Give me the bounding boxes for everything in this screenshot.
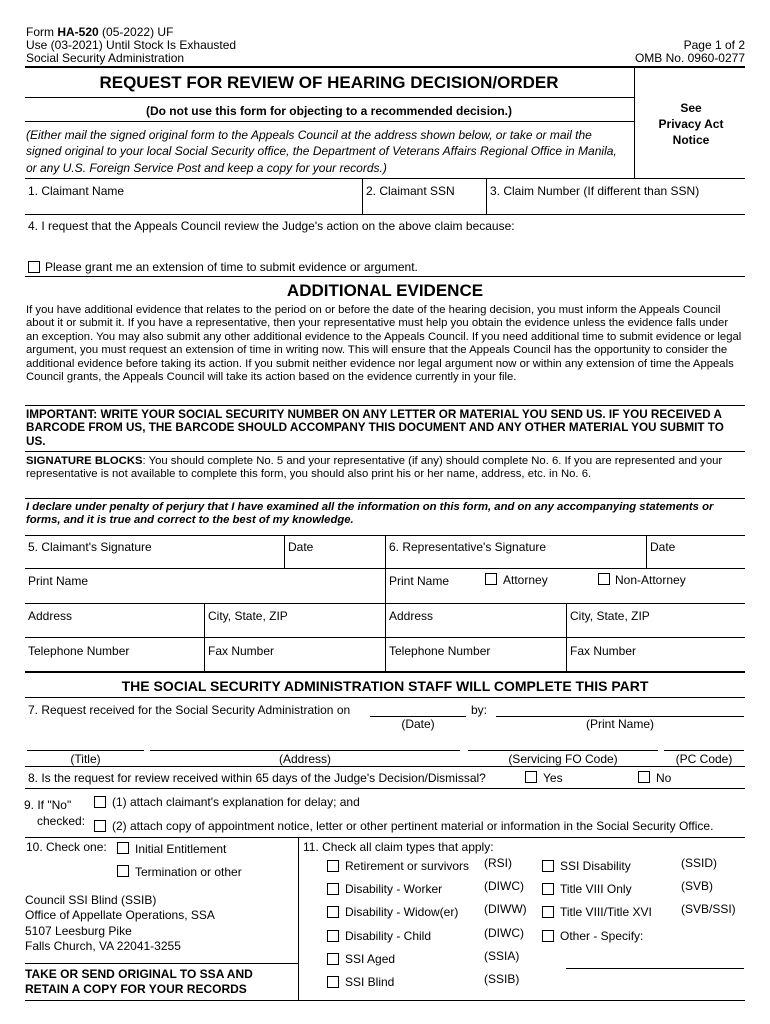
q8-label: 8. Is the request for review received within 65 days of the Judge's Decision/Dismissal? — [28, 771, 486, 785]
claimant-fax-label: Fax Number — [208, 644, 275, 658]
claim-type-label: Disability - Worker — [345, 882, 443, 896]
rep-print-name-label: Print Name — [389, 574, 450, 588]
form-title: REQUEST FOR REVIEW OF HEARING DECISION/ORDER — [99, 73, 559, 92]
claimant-ssn-label: 2. Claimant SSN — [366, 184, 455, 198]
initial-entitlement-label: Initial Entitlement — [135, 842, 227, 856]
claim-type-code: (SVB/SSI) — [681, 902, 736, 916]
by-label: by: — [471, 703, 488, 717]
claim-type-label: Title VIII/Title XVI — [560, 905, 652, 919]
use-until-line: Use (03-2021) Until Stock Is Exhausted — [26, 38, 237, 52]
rep-address-label: Address — [389, 609, 434, 623]
q9-checked-label: checked: — [37, 814, 86, 828]
q8-yes-checkbox[interactable] — [525, 771, 537, 783]
q9-explanation-checkbox[interactable] — [94, 796, 106, 808]
termination-label: Termination or other — [135, 865, 242, 879]
perjury-declaration: I declare under penalty of perjury that I have examined all the information on this form, and on any accompanying statements or forms, and it is true and correct to the best of my knowledge. — [26, 501, 714, 527]
claim-type-code: (DIWC) — [484, 926, 524, 940]
print-name-caption: (Print Name) — [585, 717, 654, 731]
claim-type-rsi-checkbox[interactable] — [327, 860, 339, 872]
additional-evidence-text: If you have additional evidence that relates to the period on or before the date of the hearing decision, you must inform the Appeals Council about it or submit it. If you have a representative, then your representative must help you obtain the evidence unless the evidence falls under an exception. You may also submit any other additional evidence to the Appeals Council. If you need additional time to submit evidence or legal argument, you must request an extension of time in writing now. This will ensure that the Appeals Council has the opportunity to consider the additional evidence before taking its action. If you submit neither evidence nor legal argument now or within any extension of time the Appeals Council grants, the Appeals Council will take its action based on the evidence currently in your file. — [26, 304, 742, 384]
non-attorney-label: Non-Attorney — [615, 573, 686, 587]
title-line[interactable] — [27, 750, 144, 751]
date-caption: (Date) — [401, 717, 435, 731]
claim-type-label: Title VIII Only — [560, 882, 632, 896]
pc-code-caption: (PC Code) — [675, 752, 733, 766]
q8-no-label: No — [656, 771, 672, 785]
claim-type-diwc-checkbox[interactable] — [327, 883, 339, 895]
header-divider — [25, 66, 745, 68]
subtitle: (Do not use this form for objecting to a recommended decision.) — [145, 104, 513, 118]
claim-type-ssib-checkbox[interactable] — [327, 976, 339, 988]
claim-type-diww-checkbox[interactable] — [327, 906, 339, 918]
claim-type-code: (DIWW) — [484, 902, 527, 916]
claim-number-label: 3. Claim Number (If different than SSN) — [490, 184, 700, 198]
claim-type-label: Retirement or survivors — [345, 859, 470, 873]
q9-attach-label: (2) attach copy of appointment notice, letter or other pertinent material or information in the Social Security Office. — [112, 819, 714, 833]
form-number-line: Form HA-520 (05-2022) UF — [26, 25, 174, 39]
q11-label: 11. Check all claim types that apply: — [303, 840, 494, 854]
claim-type-ssia-checkbox[interactable] — [327, 953, 339, 965]
claim-type-svb-ssi-checkbox[interactable] — [542, 906, 554, 918]
extension-label: Please grant me an extension of time to submit evidence or argument. — [45, 260, 418, 274]
privacy-divider — [634, 67, 635, 178]
q9-label: 9. If "No" — [24, 798, 72, 812]
other-specify-line[interactable] — [566, 968, 744, 969]
initial-entitlement-checkbox[interactable] — [117, 842, 129, 854]
claim-type-svb-checkbox[interactable] — [542, 883, 554, 895]
pc-code-line[interactable] — [664, 750, 744, 751]
fo-code-caption: (Servicing FO Code) — [508, 752, 618, 766]
page-number: Page 1 of 2 — [683, 38, 745, 52]
privacy-act-notice[interactable]: See Privacy Act Notice — [658, 101, 724, 147]
request-review-label: 4. I request that the Appeals Council review the Judge's action on the above claim because: — [28, 219, 515, 233]
claim-type-code: (SSIA) — [484, 949, 520, 963]
extension-checkbox[interactable] — [28, 261, 40, 273]
claim-type-other-checkbox[interactable] — [542, 930, 554, 942]
q8-yes-label: Yes — [543, 771, 563, 785]
rep-signature-label: 6. Representative's Signature — [389, 540, 547, 554]
rep-city-label: City, State, ZIP — [570, 609, 650, 623]
address-caption: (Address) — [278, 752, 331, 766]
rep-telephone-label: Telephone Number — [389, 644, 491, 658]
omb-number: OMB No. 0960-0277 — [634, 51, 745, 65]
fo-code-line[interactable] — [468, 750, 658, 751]
non-attorney-checkbox[interactable] — [598, 573, 610, 585]
claim-type-label: Disability - Child — [345, 929, 432, 943]
rep-fax-label: Fax Number — [570, 644, 637, 658]
important-notice: IMPORTANT: WRITE YOUR SOCIAL SECURITY NUMBER ON ANY LETTER OR MATERIAL YOU SEND US. IF YOU RECEIVED A BARCODE FROM US, THE BARCODE SHOULD ACCOMPANY THIS DOCUMENT AND ANY OTHER MATERIAL YOU SUBMIT TO US. — [26, 408, 724, 448]
claimant-signature-label: 5. Claimant's Signature — [28, 540, 152, 554]
address-line[interactable] — [150, 750, 460, 751]
claim-type-child-checkbox[interactable] — [327, 930, 339, 942]
claim-type-label: Disability - Widow(er) — [345, 905, 459, 919]
claimant-date-label: Date — [288, 540, 314, 554]
q8-no-checkbox[interactable] — [638, 771, 650, 783]
additional-evidence-heading: ADDITIONAL EVIDENCE — [286, 281, 484, 300]
claim-type-ssid-checkbox[interactable] — [542, 860, 554, 872]
claim-type-label: SSI Disability — [560, 859, 631, 873]
claim-type-label: SSI Blind — [345, 975, 395, 989]
termination-checkbox[interactable] — [117, 865, 129, 877]
footer-instruction: TAKE OR SEND ORIGINAL TO SSA AND RETAIN A COPY FOR YOUR RECORDS — [25, 967, 253, 997]
review-reason-field[interactable] — [25, 235, 745, 257]
claim-type-code: (SSIB) — [484, 972, 520, 986]
signature-blocks-text: SIGNATURE BLOCKS: You should complete No. 5 and your representative (if any) should complete No. 6. If you are represented and your representative is not available to complete this form, you should also print his or her name, address, etc. in No. 6. — [26, 455, 723, 481]
claimant-telephone-label: Telephone Number — [28, 644, 130, 658]
attorney-checkbox[interactable] — [485, 573, 497, 585]
attorney-label: Attorney — [503, 573, 548, 587]
q10-label: 10. Check one: — [26, 840, 107, 854]
claim-type-code: (DIWC) — [484, 879, 524, 893]
claim-type-code: (RSI) — [484, 856, 512, 870]
claimant-address-label: Address — [28, 609, 73, 623]
claimant-name-label: 1. Claimant Name — [28, 184, 125, 198]
rep-date-label: Date — [650, 540, 676, 554]
claim-type-label: SSI Aged — [345, 952, 396, 966]
claimant-city-label: City, State, ZIP — [208, 609, 288, 623]
mailing-instructions: (Either mail the signed original form to the Appeals Council at the address shown below, or take or mail the signed original to your local Social Security office, the Department of Veterans Affairs Regional Office in Manila, or any U.S. Foreign Service Post and keep a copy for your records.) — [26, 128, 617, 175]
claimant-print-name-label: Print Name — [28, 574, 89, 588]
claim-type-code: (SVB) — [681, 879, 714, 893]
ssa-part-heading: THE SOCIAL SECURITY ADMINISTRATION STAFF WILL COMPLETE THIS PART — [121, 678, 649, 694]
q7-label: 7. Request received for the Social Security Administration on — [28, 703, 351, 717]
q9-attach-checkbox[interactable] — [94, 820, 106, 832]
appeals-council-address: Council SSI Blind (SSIB) Office of Appellate Operations, SSA 5107 Leesburg Pike Falls Church, VA 22041-3255 — [25, 893, 215, 954]
claim-type-label: Other - Specify: — [560, 929, 644, 943]
claim-type-code: (SSID) — [681, 856, 717, 870]
q9-explanation-label: (1) attach claimant's explanation for delay; and — [112, 795, 360, 809]
agency-name: Social Security Administration — [26, 51, 185, 65]
title-caption: (Title) — [70, 752, 101, 766]
